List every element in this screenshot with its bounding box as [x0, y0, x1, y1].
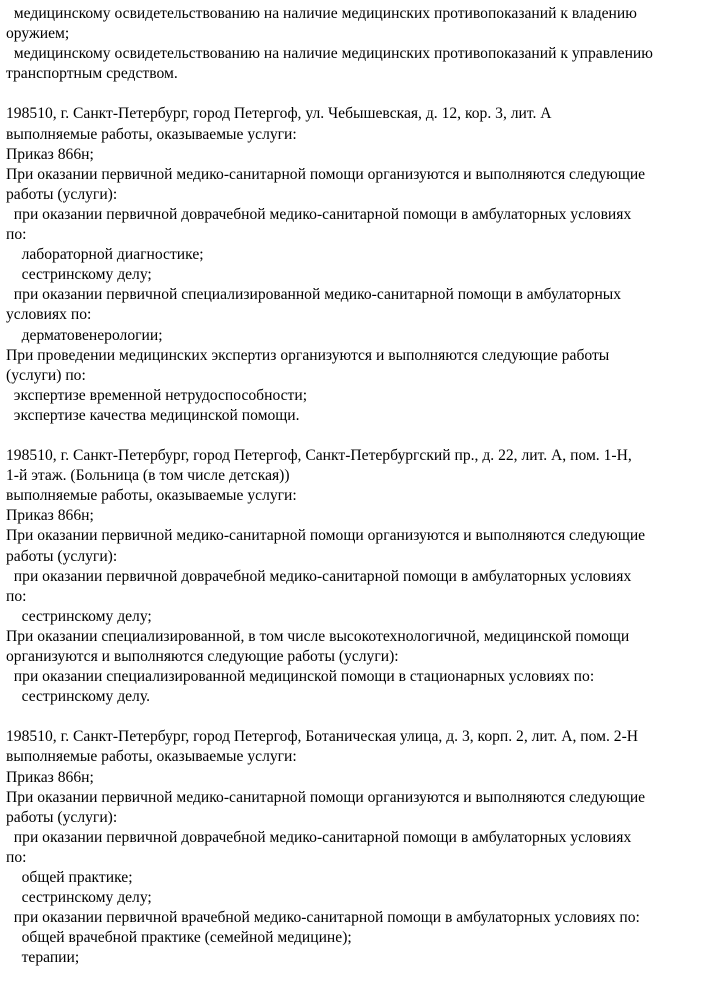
text-line: выполняемые работы, оказываемые услуги:	[6, 748, 297, 766]
text-line: по:	[6, 587, 27, 605]
text-line: работы (услуги):	[6, 185, 118, 203]
text-line: выполняемые работы, оказываемые услуги:	[6, 487, 297, 505]
paragraph-gap	[6, 707, 707, 727]
text-line: условиях по:	[6, 306, 92, 324]
text-line: медицинскому освидетельствованию на наличие медицинских противопоказаний к владению	[6, 5, 637, 22]
text-line: при оказании специализированной медицинской помощи в стационарных условиях по:	[6, 668, 595, 686]
text-line: общей врачебной практике (семейной медицине);	[6, 929, 352, 947]
text-line: Приказ 866н;	[6, 507, 94, 525]
text-line: при оказании первичной доврачебной медико-санитарной помощи в амбулаторных условиях	[6, 567, 632, 585]
text-line: транспортным средством.	[6, 65, 178, 83]
text-line: экспертизе временной нетрудоспособности;	[6, 386, 308, 404]
paragraph-gap	[6, 84, 707, 104]
paragraph-gap	[6, 426, 707, 446]
text-line: Приказ 866н;	[6, 145, 94, 163]
text-line: При проведении медицинских экспертиз организуются и выполняются следующие работы	[6, 346, 610, 364]
text-line: оружием;	[6, 25, 70, 43]
text-line: Приказ 866н;	[6, 768, 94, 786]
text-line: по:	[6, 226, 27, 244]
text-line: 198510, г. Санкт-Петербург, город Петергоф, ул. Чебышевская, д. 12, кор. 3, лит. А	[6, 105, 552, 123]
text-line: терапии;	[6, 949, 80, 967]
text-line: выполняемые работы, оказываемые услуги:	[6, 125, 297, 143]
text-line: общей практике;	[6, 869, 133, 887]
text-line: При оказании первичной медико-санитарной помощи организуются и выполняются следующие	[6, 527, 646, 545]
text-line: медицинскому освидетельствованию на наличие медицинских противопоказаний к управлению	[6, 45, 653, 63]
text-line: при оказании первичной доврачебной медико-санитарной помощи в амбулаторных условиях	[6, 828, 632, 846]
text-line: при оказании первичной врачебной медико-санитарной помощи в амбулаторных условиях по:	[6, 909, 640, 927]
text-line: (услуги) по:	[6, 366, 86, 384]
text-line: сестринскому делу;	[6, 889, 152, 907]
text-line: При оказании первичной медико-санитарной помощи организуются и выполняются следующие	[6, 165, 646, 183]
text-line: При оказании первичной медико-санитарной помощи организуются и выполняются следующие	[6, 788, 646, 806]
text-line: при оказании первичной специализированной медико-санитарной помощи в амбулаторных	[6, 286, 622, 304]
text-line: При оказании специализированной, в том числе высокотехнологичной, медицинской помощи	[6, 627, 630, 645]
text-line: дерматовенерологии;	[6, 326, 163, 344]
text-line: 198510, г. Санкт-Петербург, город Петергоф, Ботаническая улица, д. 3, корп. 2, лит. А, пом. 2-Н	[6, 728, 639, 746]
text-line: работы (услуги):	[6, 547, 118, 565]
text-line: работы (услуги):	[6, 808, 118, 826]
text-line: сестринскому делу;	[6, 607, 152, 625]
text-line: при оказании первичной доврачебной медико-санитарной помощи в амбулаторных условиях	[6, 205, 632, 223]
text-line: 1-й этаж. (Больница (в том числе детская))	[6, 467, 290, 485]
text-line: лабораторной диагностике;	[6, 246, 204, 264]
text-line: по:	[6, 848, 27, 866]
text-line: экспертизе качества медицинской помощи.	[6, 406, 300, 424]
text-line: 198510, г. Санкт-Петербург, город Петергоф, Санкт-Петербургский пр., д. 22, лит. А, пом. 1-Н,	[6, 447, 632, 465]
text-line: организуются и выполняются следующие работы (услуги):	[6, 648, 399, 665]
text-line: сестринскому делу.	[6, 688, 150, 706]
text-line: сестринскому делу;	[6, 266, 152, 284]
